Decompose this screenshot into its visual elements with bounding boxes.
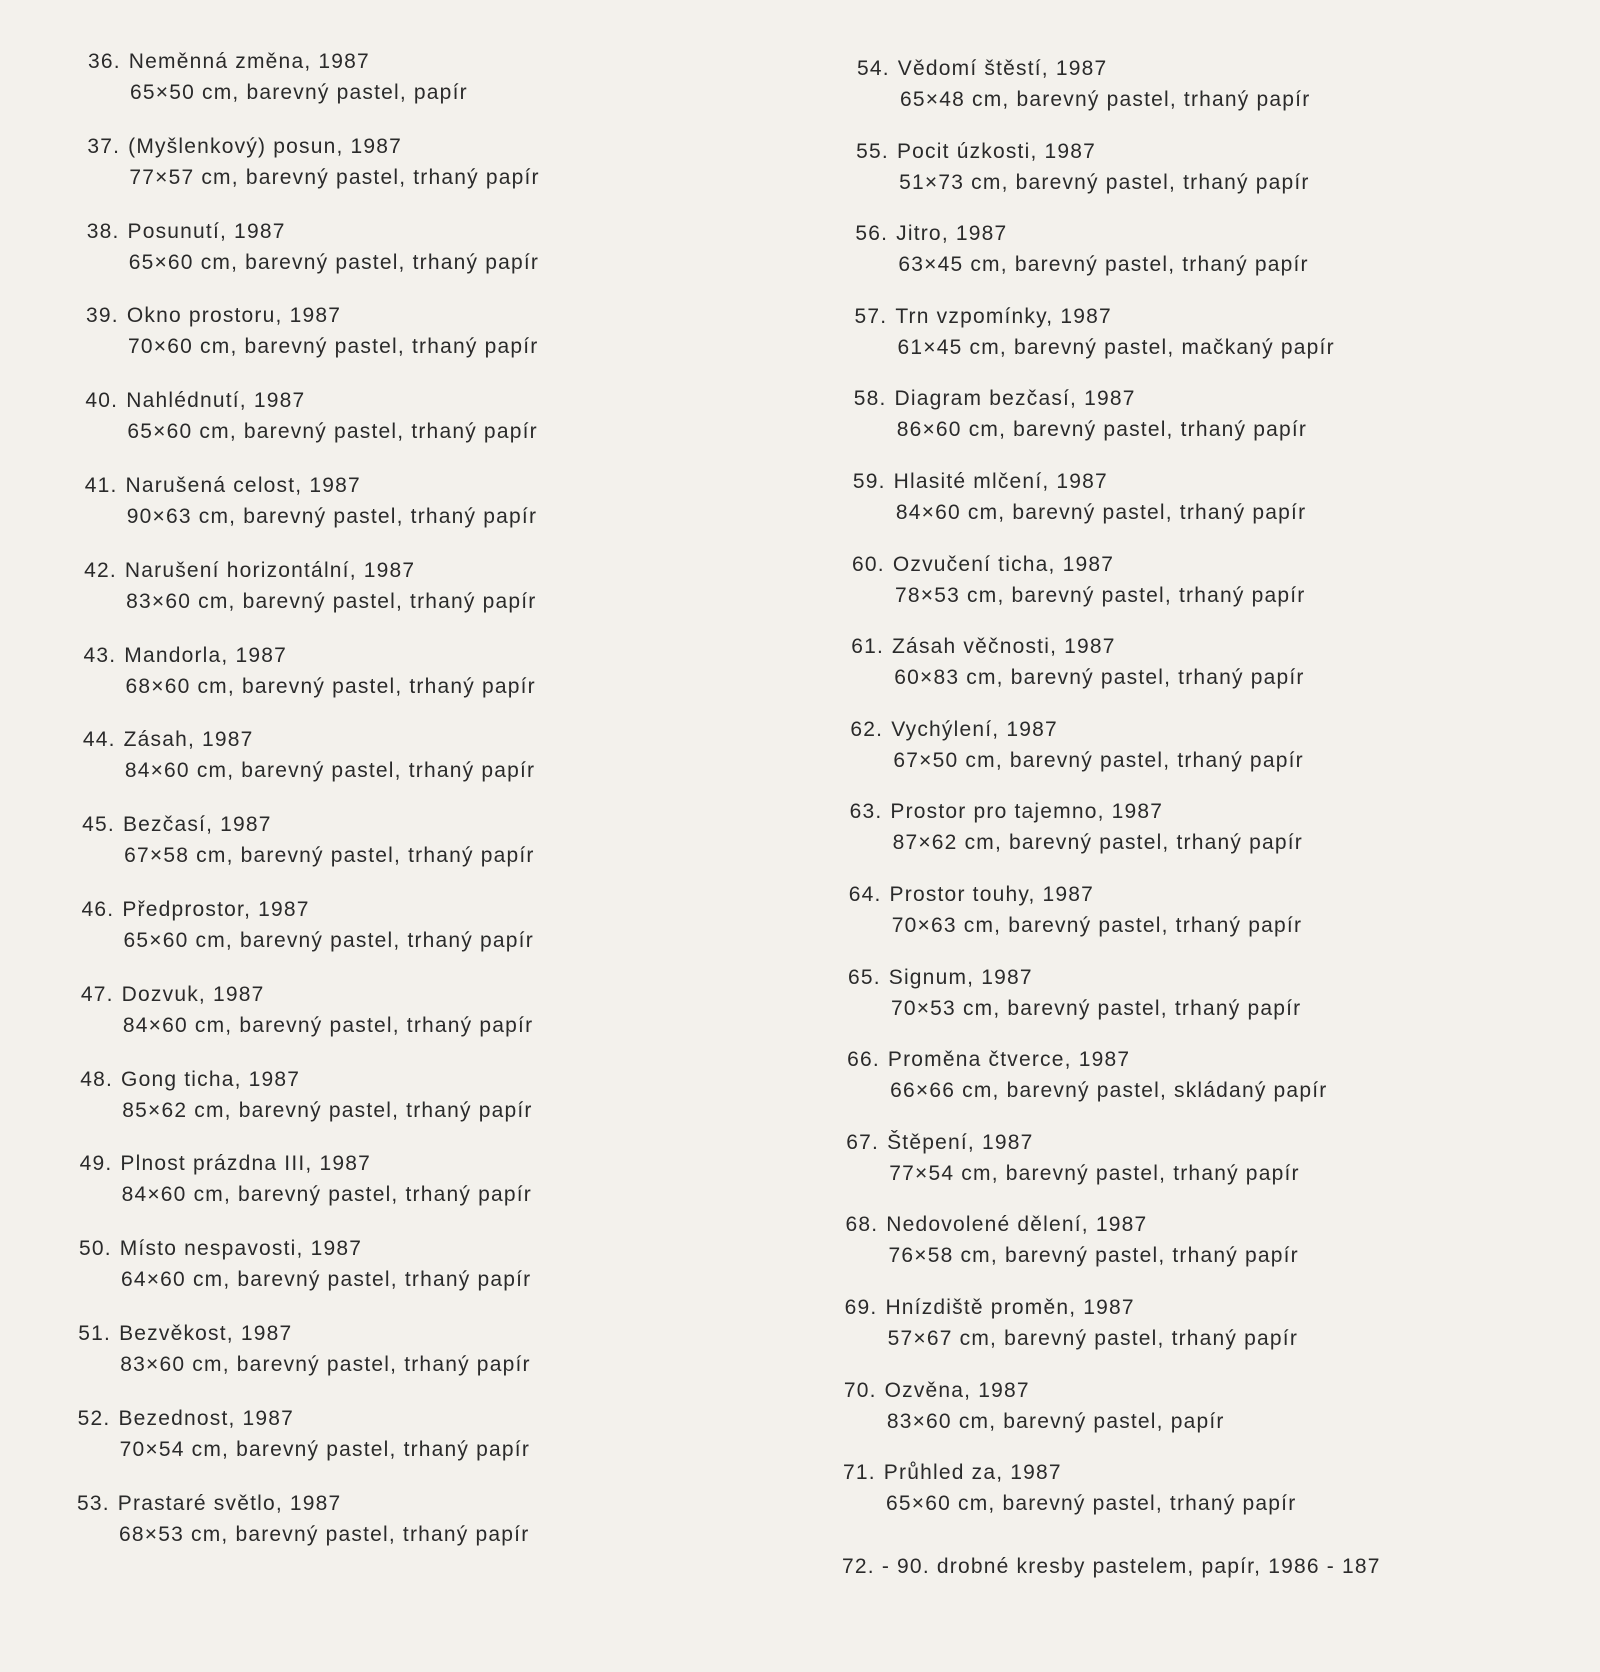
entry-title: Jitro, 1987: [896, 222, 1008, 246]
entry-heading: [855, 218, 1308, 249]
entry-number: 45.: [82, 813, 115, 837]
entry-title: Prostor pro tajemno, 1987: [890, 800, 1164, 824]
entry-title: Hnízdiště proměn, 1987: [885, 1296, 1135, 1319]
entry-number: 63.: [849, 800, 883, 824]
entry-number: 70.: [843, 1378, 877, 1402]
entry-title: Průhled za, 1987: [883, 1461, 1062, 1485]
entry-details: 68×53 cm, barevný pastel, trhaný papír: [119, 1522, 530, 1546]
entry-title: Diagram bezčasí, 1987: [894, 387, 1136, 411]
entry-title: Narušení horizontální, 1987: [124, 558, 416, 582]
entry-number: 39.: [86, 304, 119, 328]
entry-number: 71.: [843, 1461, 876, 1485]
entry-number: 41.: [84, 474, 118, 497]
entry-title: Gong ticha, 1987: [121, 1067, 301, 1091]
catalogue-entry: [850, 796, 1303, 858]
entry-title: Místo nespavosti, 1987: [119, 1237, 363, 1261]
entry-details: 83×60 cm, barevný pastel, trhaný papír: [120, 1353, 531, 1376]
entry-details: 60×83 cm, barevný pastel, trhaný papír: [894, 666, 1305, 690]
entry-details: 84×60 cm, barevný pastel, trhaný papír: [895, 501, 1307, 524]
entry-details: 67×58 cm, barevný pastel, trhaný papír: [124, 844, 535, 868]
entry-heading: [850, 714, 1303, 745]
entry-details: 70×54 cm, barevný pastel, trhaný papír: [119, 1437, 531, 1461]
entry-title: Proměna čtverce, 1987: [887, 1048, 1131, 1072]
entry-details: 68×60 cm, barevný pastel, trhaný papír: [125, 674, 536, 698]
entry-heading: [847, 1044, 1327, 1075]
entry-title: Hlasité mlčení, 1987: [893, 470, 1108, 493]
entry-details: 57×67 cm, barevný pastel, trhaný papír: [887, 1327, 1299, 1350]
entry-heading: [845, 1292, 1298, 1323]
entry-number: 38.: [86, 219, 120, 243]
catalogue-entry: [850, 714, 1303, 776]
entry-details: 63×45 cm, barevný pastel, trhaný papír: [898, 253, 1309, 277]
entry-heading: [851, 631, 1304, 662]
entry-title: Bezednost, 1987: [118, 1406, 295, 1430]
entry-details: 51×73 cm, barevný pastel, trhaný papír: [899, 170, 1310, 194]
entry-heading: [850, 796, 1303, 827]
entry-title: Okno prostoru, 1987: [126, 304, 342, 328]
catalogue-entry: [848, 962, 1301, 1024]
entry-title: Nahlédnutí, 1987: [126, 389, 306, 413]
footer-note: [842, 1551, 1381, 1582]
catalogue-entry: [855, 218, 1308, 280]
entry-heading: [843, 1457, 1296, 1488]
entry-heading: [846, 1127, 1299, 1158]
entry-details: 65×60 cm, barevný pastel, trhaný papír: [128, 250, 540, 274]
entry-title: Ozvěna, 1987: [884, 1378, 1030, 1402]
catalogue-entry: [845, 1292, 1298, 1354]
entry-details: 65×60 cm, barevný pastel, trhaný papír: [127, 420, 538, 444]
entry-details: 65×60 cm, barevný pastel, trhaný papír: [886, 1492, 1297, 1516]
entry-title: Signum, 1987: [888, 965, 1033, 989]
entry-heading: [844, 1375, 1225, 1406]
entry-number: 54.: [857, 57, 890, 80]
entry-details: 65×48 cm, barevný pastel, trhaný papír: [900, 88, 1311, 111]
entry-heading: [856, 136, 1309, 167]
entry-number: 46.: [81, 898, 115, 921]
entry-number: 53.: [77, 1491, 110, 1515]
entry-number: 65.: [847, 965, 881, 989]
entry-title: Plnost prázdna III, 1987: [120, 1152, 371, 1176]
entry-details: 78×53 cm, barevný pastel, trhaný papír: [895, 583, 1306, 607]
entry-number: 40.: [85, 389, 119, 413]
entry-title: Prastaré světlo, 1987: [117, 1491, 342, 1515]
entry-title: Nedovolené dělení, 1987: [886, 1213, 1148, 1237]
entry-title: Štěpení, 1987: [887, 1130, 1034, 1154]
entry-details: 86×60 cm, barevný pastel, trhaný papír: [896, 418, 1308, 442]
entry-number: 48.: [80, 1067, 114, 1091]
entry-details: 84×60 cm, barevný pastel, trhaný papír: [122, 1013, 534, 1037]
catalogue-entry: [855, 301, 1335, 363]
entry-details: 65×50 cm, barevný pastel, papír: [130, 81, 468, 104]
entry-number: 68.: [845, 1213, 879, 1237]
entry-number: 67.: [846, 1130, 880, 1154]
entry-number: 59.: [852, 470, 886, 493]
entry-details: 83×60 cm, barevný pastel, trhaný papír: [126, 589, 537, 613]
entry-number: 66.: [847, 1048, 880, 1072]
entry-number: 44.: [82, 728, 116, 752]
entry-title: Vědomí štěstí, 1987: [897, 57, 1108, 80]
entry-number: 42.: [84, 558, 117, 582]
entry-heading: [852, 549, 1305, 580]
entry-title: Dozvuk, 1987: [121, 982, 265, 1006]
entry-details: 61×45 cm, barevný pastel, mačkaný papír: [897, 335, 1335, 359]
entry-title: Prostor touhy, 1987: [889, 883, 1095, 906]
entry-details: 66×66 cm, barevný pastel, skládaný papír: [890, 1079, 1328, 1103]
catalogue-entry: [854, 383, 1307, 445]
entry-title: Bezvěkost, 1987: [119, 1322, 293, 1345]
entry-heading: [855, 301, 1335, 332]
entry-details: 67×50 cm, barevný pastel, trhaný papír: [893, 748, 1304, 772]
entry-number: 60.: [852, 552, 885, 576]
catalogue-entry: [844, 1375, 1225, 1437]
entry-number: 57.: [854, 304, 888, 328]
entry-details: 84×60 cm, barevný pastel, trhaný papír: [121, 1183, 532, 1207]
catalogue-entry: [846, 1127, 1299, 1189]
entry-details: 65×60 cm, barevný pastel, trhaný papír: [123, 929, 534, 952]
entry-number: 69.: [844, 1296, 878, 1319]
entry-number: 62.: [850, 717, 884, 741]
entry-heading: [857, 53, 1310, 84]
catalogue-entry: [853, 466, 1306, 528]
entry-number: 64.: [848, 883, 882, 906]
entry-title: Zásah, 1987: [123, 728, 254, 752]
catalogue-entry: [851, 631, 1304, 693]
entry-details: 70×53 cm, barevný pastel, trhaný papír: [890, 996, 1302, 1020]
entry-number: 49.: [79, 1152, 113, 1176]
entry-number: 51.: [78, 1322, 112, 1345]
entry-number: 43.: [83, 643, 117, 667]
entry-heading: [853, 466, 1306, 497]
entry-number: 47.: [80, 982, 114, 1006]
entry-title: Předprostor, 1987: [122, 898, 310, 921]
entry-details: 77×57 cm, barevný pastel, trhaný papír: [129, 165, 540, 189]
entry-number: 52.: [77, 1406, 111, 1430]
entry-heading: [848, 962, 1301, 993]
entry-title: Trn vzpomínky, 1987: [895, 304, 1112, 328]
catalogue-entry: [852, 549, 1305, 611]
entry-details: 87×62 cm, barevný pastel, trhaný papír: [892, 831, 1303, 855]
entry-details: 70×63 cm, barevný pastel, trhaný papír: [891, 914, 1303, 937]
footer-note-text: 72. - 90. drobné kresby pastelem, papír, 1986 - 187: [842, 1555, 1381, 1578]
entry-title: Vychýlení, 1987: [891, 717, 1058, 741]
entry-details: 64×60 cm, barevný pastel, trhaný papír: [120, 1268, 532, 1292]
entry-heading: [849, 879, 1302, 910]
catalogue-entry: [843, 1457, 1296, 1519]
catalogue-entry: [857, 53, 1310, 115]
entry-heading: [845, 1209, 1298, 1240]
catalogue-entry: [847, 1044, 1327, 1106]
entry-number: 61.: [851, 635, 885, 659]
entry-title: Bezčasí, 1987: [122, 813, 272, 837]
entry-title: Ozvučení ticha, 1987: [892, 552, 1115, 576]
catalogue-entry: [849, 879, 1302, 941]
entry-details: 83×60 cm, barevný pastel, papír: [886, 1409, 1225, 1433]
entry-number: 55.: [856, 139, 889, 163]
entry-details: 90×63 cm, barevný pastel, trhaný papír: [126, 505, 538, 528]
entry-title: Neměnná změna, 1987: [128, 50, 370, 73]
entry-details: 77×54 cm, barevný pastel, trhaný papír: [889, 1161, 1300, 1185]
entry-number: 36.: [88, 50, 121, 73]
entry-details: 70×60 cm, barevný pastel, trhaný papír: [128, 335, 539, 359]
entry-title: Pocit úzkosti, 1987: [896, 139, 1097, 163]
entry-details: 84×60 cm, barevný pastel, trhaný papír: [124, 759, 536, 783]
entry-details: 76×58 cm, barevný pastel, trhaný papír: [888, 1244, 1299, 1268]
entry-title: Posunutí, 1987: [127, 219, 286, 243]
entry-title: Zásah věčnosti, 1987: [892, 635, 1116, 659]
catalogue-entry: [856, 136, 1309, 198]
entry-number: 50.: [78, 1237, 112, 1261]
entry-heading: [854, 383, 1307, 414]
entry-title: (Myšlenkový) posun, 1987: [128, 134, 403, 158]
entry-number: 37.: [87, 134, 121, 158]
entry-details: 85×62 cm, barevný pastel, trhaný papír: [122, 1098, 533, 1122]
entry-number: 56.: [855, 222, 889, 246]
entry-number: 58.: [853, 387, 887, 411]
catalogue-entry: [845, 1209, 1298, 1271]
entry-title: Narušená celost, 1987: [125, 474, 361, 497]
entry-title: Mandorla, 1987: [124, 643, 287, 667]
